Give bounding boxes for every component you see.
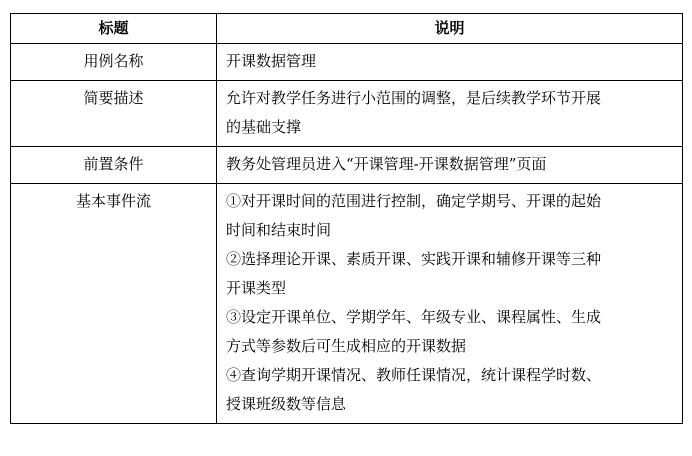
table-row: [11, 81, 683, 147]
row-description: [217, 44, 683, 81]
description-line: ②选择理论开课、素质开课、实践开课和辅修开课等三种: [226, 250, 602, 268]
row-description: [217, 81, 683, 147]
table-row: [11, 44, 683, 81]
row-label: 基本事件流: [11, 184, 217, 424]
description-line: 开课数据管理: [226, 52, 317, 70]
description-line: ①对开课时间的范围进行控制，确定学期号、开课的起始: [226, 192, 602, 210]
description-line: ③设定开课单位、学期学年、年级专业、课程属性、生成: [226, 308, 602, 326]
description-line: 授课班级数等信息: [226, 395, 347, 413]
description-line: 教务处管理员进入“开课管理-开课数据管理”页面: [226, 155, 547, 173]
description-line: 允许对教学任务进行小范围的调整，是后续教学环节开展: [226, 89, 602, 107]
row-description: [217, 147, 683, 184]
header-row: [11, 14, 683, 44]
description-line: 方式等参数后可生成相应的开课数据: [226, 337, 467, 355]
description-line: 的基础支撑: [226, 118, 302, 136]
description-line: 时间和结束时间: [226, 221, 332, 239]
header-description: 说明: [217, 14, 683, 44]
description-line: ④查询学期开课情况、教师任课情况，统计课程学时数、: [226, 366, 602, 384]
row-description: [217, 184, 683, 424]
header-title: 标题: [11, 14, 217, 44]
row-label: 前置条件: [11, 147, 217, 184]
table-row: [11, 147, 683, 184]
description-line: 开课类型: [226, 279, 287, 297]
table-row: [11, 184, 683, 424]
row-label: 简要描述: [11, 81, 217, 147]
row-label: 用例名称: [11, 44, 217, 81]
use-case-table: [10, 13, 683, 424]
